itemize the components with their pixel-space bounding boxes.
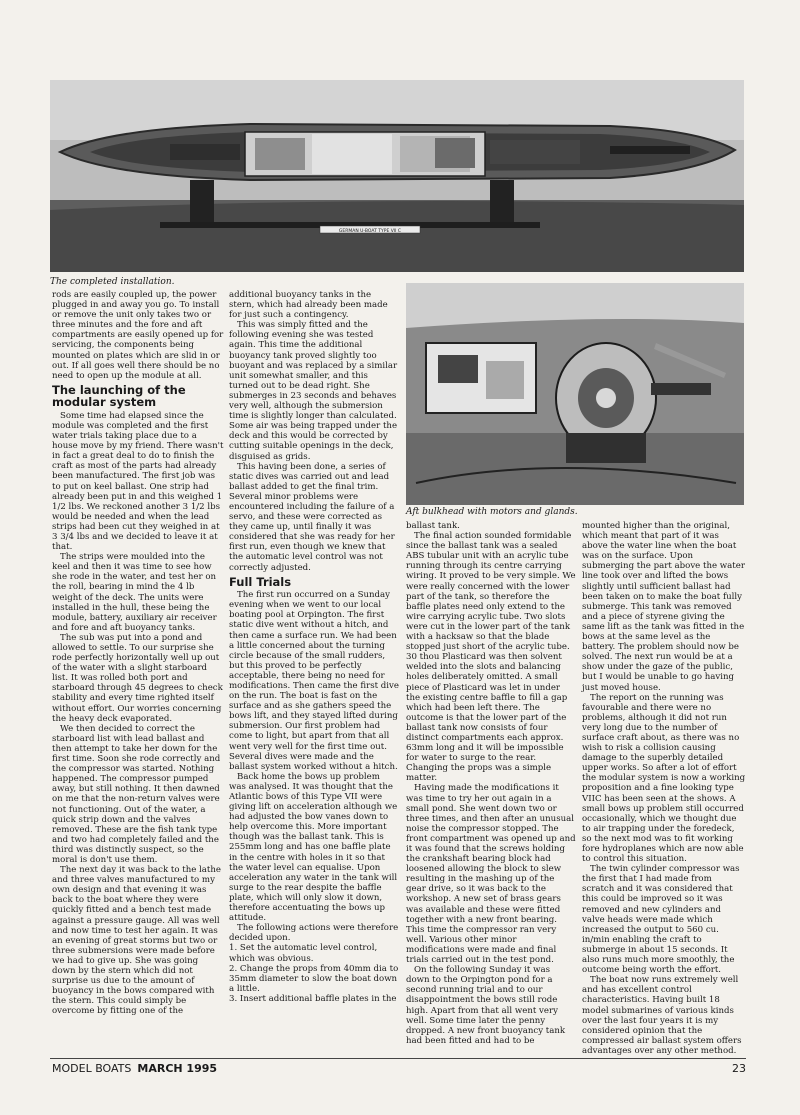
paragraph: The final action sounded formidable since the ballast tank was a sealed ABS tubular unit with an acrylic tube running through its centre carrying wiring. It proved to be very simple. We were really concerned with the lower part of the tank, so therefore the baffle plates need only extend to the wire carrying acrylic tube. Two slots were cut in the lower part of the tank with a hacksaw so that the blade stopped just short of the acrylic tube. 30 thou Plasticard was then solvent welded into the slots and balancing holes deliberately omitted. A small piece of Plasticard was let in under the existing centre baffle to fill a gap which had been left there. The outcome is that the lower part of the ballast tank now consists of four distinct compartments each approx. 63mm long and it will be impossible for water to surge to the rear. Changing the props was a simple matter. [406,531,576,784]
paragraph: The twin cylinder compressor was the first that I had made from scratch and it was considered that this could be improved so it was removed and new cylinders and valve heads were made which increased the output to 560 cu. in/min enabling the craft to submerge in about 15 seconds. It also runs much more smoothly, the outcome being worth the effort. [582,864,740,976]
footer-magazine [52,1062,217,1075]
paragraph: The sub was put into a pond and allowed to settle. To our surprise she rode perfectly horizontally well up out of the water with a slight starboard list. It was rolled both port and starboard through 45 degrees to check stability and every time righted itself without effort. Our worries concerning the heavy deck evaporated. [52,632,223,724]
paragraph: On the following Sunday it was down to the Orpington pond for a second running trial and to our disappointment the bows still rode high. Apart from that all went very well. Some time later the penny dropped. A new front buoyancy tank had been fitted and had to be [406,965,566,1046]
paragraph: The next day it was back to the lathe and three valves manufactured to my own design and that evening it was back to the boat where they were quickly fitted and a bench test made against a pressure gauge. All was well and now time to test her again. It was an evening of great storms but two or three submersions were made before we had to give up. She was going down by the stern which did not surprise us due to the amount of buoyancy in the bows compared with the stern. This could simply be overcome by fitting one of the [52,865,221,1017]
paragraph: Some time had elapsed since the module was completed and the first water trials taking place due to a house move by my friend. There wasn't in fact a great deal to do to finish the craft as most of the parts had already been manufactured. The first job was to put on keel ballast. One strip had already been put in and this weighed 1 1/2 lbs. We reckoned another 3 1/2 lbs would be needed and when the lead strips had been cut they weighed in at 3 3/4 lbs and we decided to leave it at that. [52,410,224,553]
paragraph: additional buoyancy tanks in the stern, which had already been made for just such a contingency. [229,290,388,321]
paragraph: The report on the running was favourable and there were no problems, although it did not run very long due to the number of surface craft about, as there was no wish to risk a collision causing damage to the superbly detailed upper works. So after a lot of effort the modular system is now a working proposition and a fine looking type VIIC has been seen at the shows. A small bows up problem still occurred occasionally, which we thought due to air trapping under the foredeck, so the next mod was to fit working fore hydroplanes which are now able to control this situation. [582,692,746,865]
paragraph: This having been done, a series of static dives was carried out and lead ballast added to get the final trim. Several minor problems were encountered including the failure of a servo, and these were corrected as they came up, until finally it was considered that she was ready for her first run, even though we knew that the automatic level control was not correctly adjusted. [229,461,395,573]
section-heading: Full Trials [229,574,292,589]
paragraph: mounted higher than the original, which meant that part of it was above the water line when the boat was on the surface. Upon submerging the part above the water line took over and lifted the bows slightly until sufficient ballast had been taken on to make the boat fully submerge. This tank was removed and a piece of styrene giving the same lift as the tank was fitted in the bows at the same level as the battery. The problem should now be solved. The next run would be at a show under the gaze of the public, but I would be unable to go having just moved house. [582,521,745,693]
magazine-name: MODEL BOATS [52,1062,132,1075]
display-plate-text: GERMAN U-BOAT TYPE VII C [338,229,402,234]
paragraph: This was simply fitted and the following evening she was tested again. This time the additional buoyancy tank proved slightly too buoyant and was replaced by a similar unit somewhat smaller, and this turned out to be dead right. She submerges in 23 seconds and behaves very well, although the submersion time is slightly longer than calculated. Some air was being trapped under the deck and this would be corrected by cutting suitable openings in the deck, disguised as grids. [229,320,398,462]
paragraph: Back home the bows up problem was analysed. It was thought that the Atlantic bows of this Type VII were giving lift on acceleration although we had adjusted the bow vanes down to help overcome this. More important though was the ballast tank. This is 255mm long and has one baffle plate in the centre with holes in it so that the water level can equalise. Upon acceleration any water in the tank will surge to the rear despite the baffle plate, which will only slow it down, therefore accentuating the bows up attitude. [229,771,398,924]
page-number: 23 [732,1062,746,1075]
paragraph: The following actions were therefore decided upon. [229,923,399,944]
paragraph: ballast tank. [406,521,460,531]
paragraph: The first run occurred on a Sunday evening when we went to our local boating pool at Orpington. The first static dive went without a hitch, and then came a surface run. We had been a little concerned about the turning circle because of the small rudders, but this proved to be perfectly acceptable, there being no need for modifications. Then came the first dive on the run. The boat is fast on the surface and as she gathers speed the bows lift, and they stayed lifted during submersion. Our first problem had come to light, but apart from that all went very well for the first time out. Several dives were made and the ballast system worked without a hitch. [229,590,399,772]
paragraph: Having made the modifications it was time to try her out again in a small pond. She went down two or three times, and then after an unusual noise the compressor stopped. The front compartment was opened up and it was found that the screws holding the crankshaft bearing block had loosened allowing the block to slew resulting in the mashing up of the gear drive, so it was back to the workshop. A new set of brass gears was available and these were fitted together with a new front bearing. This time the compressor ran very well. Various other minor modifications were made and final trials carried out in the test pond. [406,783,576,966]
column-2 [229,290,399,1004]
footer-rule [50,1058,746,1059]
aft-bulkhead-image [406,283,744,505]
paragraph: We then decided to correct the starboard list with lead ballast and then attempt to take her down for the first time. Soon she rode correctly and the compressor was started. Nothing happened. The compressor pumped away, but still nothing. It then dawned on me that the non-return valves were not functioning. Out of the water, a quick strip down and the valves removed. These are the fish tank type and two had completely failed and the third was distinctly suspect, so the moral is don't use them. [52,723,221,865]
submarine-hull-image [50,80,744,272]
right-photo-caption: Aft bulkhead with motors and glands. [406,507,578,517]
list-item: 3. Insert additional baffle plates in the [229,993,397,1004]
list-item: 2. Change the props from 40mm dia to 35mm diameter to slow the boat down a little. [229,963,399,994]
paragraph: The strips were moulded into the keel and then it was time to see how she rode in the water, and test her on the roll, bearing in mind the 4 lb weight of the deck. The units were installed in the hull, these being the module, battery, auxiliary air receiver and fore and aft buoyancy tanks. [52,552,217,633]
aft-bulkhead-photo [406,283,744,505]
column-3 [406,521,576,1046]
issue-date: MARCH 1995 [137,1062,218,1075]
column-1 [52,290,224,1016]
list-item: 1. Set the automatic level control, which was obvious. [229,943,378,964]
paragraph: The boat now runs extremely well and has excellent control characteristics. Having built 18 model submarines of various kinds over the last four years it is my considered opinion that the compressed air ballast system offers advantages over any other method. [582,975,742,1056]
section-heading: The launching of the modular system [52,382,186,410]
completed-installation-photo [50,80,744,272]
paragraph: rods are easily coupled up, the power plugged in and away you go. To install or remove the unit only takes two or three minutes and the fore and aft compartments are easily opened up for servicing, the components being mounted on plates which are slid in or out. If all goes well there should be no need to open up the module at all. [52,290,224,381]
top-photo-caption: The completed installation. [50,277,175,287]
column-4 [582,521,746,1056]
